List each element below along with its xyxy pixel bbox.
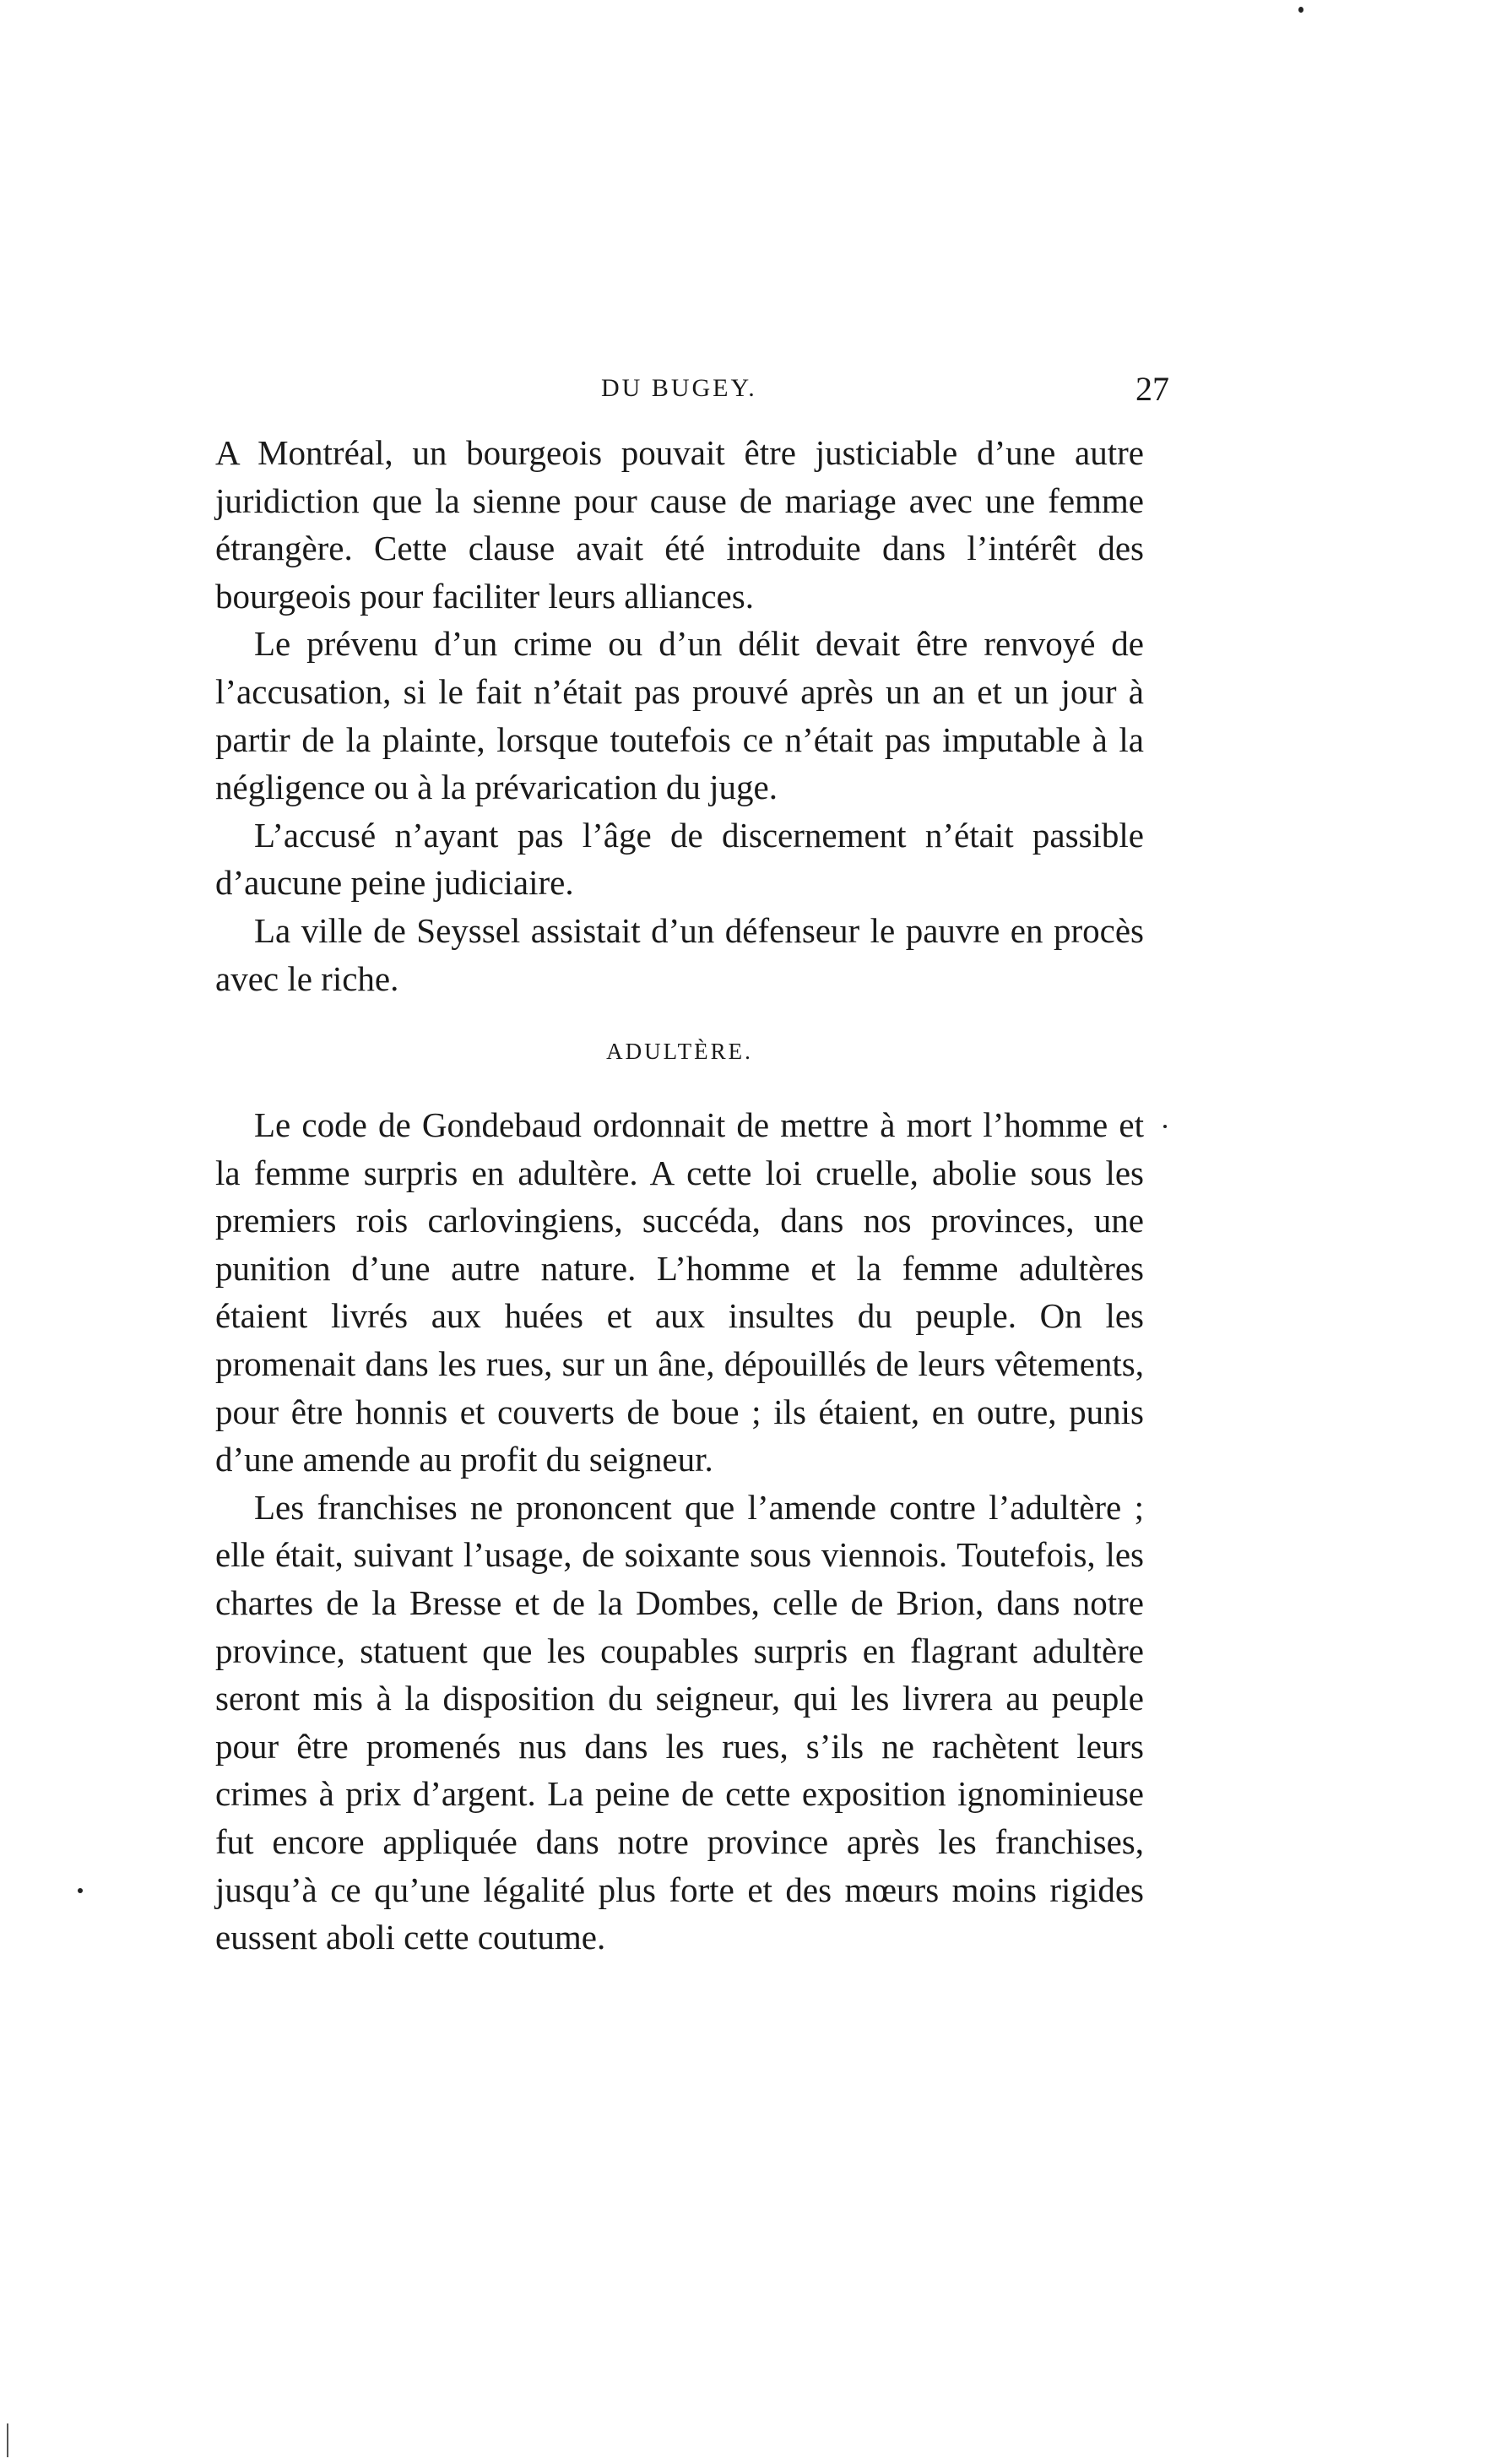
paragraph: A Montréal, un bourgeois pouvait être justiciable d’une autre juridiction que la sienne pour cause de mariage avec une femme étrangère. Cette clause avait été introduite dans l’intérêt des bourgeois pour faciliter leurs alliances. [215, 433, 1144, 616]
scan-edge-mark [7, 2423, 8, 2457]
running-title: DU BUGEY. [601, 374, 757, 402]
paragraph: L’accusé n’ayant pas l’âge de discernement n’était passible d’aucune peine judiciaire. [215, 815, 1144, 903]
page-header [215, 370, 1169, 416]
paragraph: La ville de Seyssel assistait d’un défenseur le pauvre en procès avec le riche. [215, 910, 1144, 998]
page-number: 27 [1135, 370, 1169, 408]
text-block-1 [215, 429, 1144, 1002]
scan-speck [1298, 7, 1303, 13]
text-block-2 [215, 1101, 1144, 1962]
paragraph: Le code de Gondebaud ordonnait de mettre à mort l’homme et la femme surpris en adultère. A cette loi cruelle, abolie sous les premiers rois carlovingiens, succéda, dans nos provinces, une punition d’une autre nature. L’homme et la femme adultères étaient livrés aux huées et aux insultes du peuple. On les promenait dans les rues, sur un âne, dépouillés de leurs vêtements, pour être honnis et couverts de boue ; ils étaient, en outre, punis d’une amende au profit du seigneur. [215, 1105, 1144, 1479]
section-title: ADULTÈRE. [606, 1039, 753, 1064]
paragraph: Le prévenu d’un crime ou d’un délit devait être renvoyé de l’accusation, si le fait n’était pas prouvé après un an et un jour à partir de la plainte, lorsque toutefois ce n’était pas imputable à la négligence ou à la prévarication du juge. [215, 624, 1144, 807]
scan-speck [78, 1888, 83, 1893]
paragraph: Les franchises ne prononcent que l’amende contre l’adultère ; elle était, suivant l’usage, de soixante sous viennois. Toutefois, les chartes de la Bresse et de la Dombes, celle de Brion, dans notre province, statuent que les coupables surpris en flagrant adultère seront mis à la disposition du seigneur, qui les livrera au peuple pour être promenés nus dans les rues, s’ils ne rachètent leurs crimes à prix d’argent. La peine de cette exposition ignominieuse fut encore appliquée dans notre province après les franchises, jusqu’à ce qu’une légalité plus forte et des mœurs moins rigides eussent aboli cette coutume. [215, 1487, 1144, 1957]
scan-speck [1163, 1125, 1167, 1128]
